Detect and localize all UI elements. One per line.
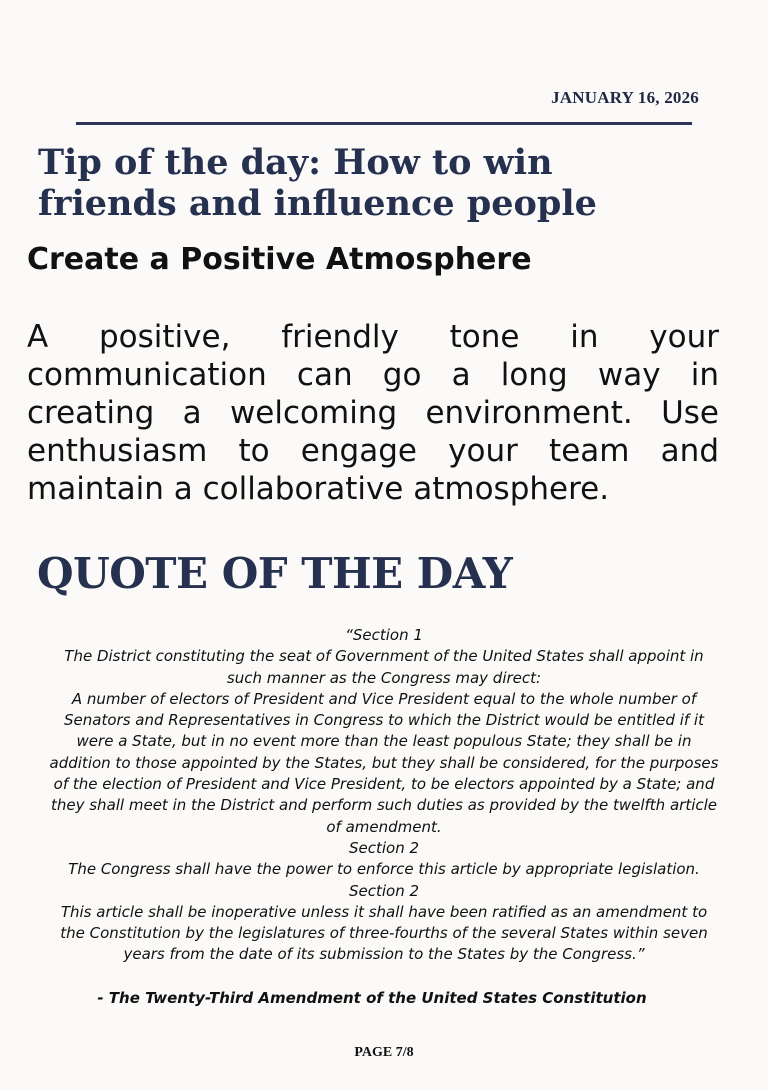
quote-heading: QUOTE OF THE DAY — [37, 549, 513, 598]
tip-title: Tip of the day: How to win friends and influence people — [38, 142, 597, 224]
quote-line: “Section 1 — [345, 626, 423, 644]
tip-body: A positive, friendly tone in your communication can go a long way in creating a welcoming environment. Use enthusiasm to engage your team and maintain a collaborative atmosphere. — [27, 319, 719, 507]
quote-line: Section 2 — [348, 838, 420, 857]
header-divider — [76, 122, 692, 125]
quote-line: This article shall be inoperative unless it shall have been ratified as an amendment to the Constitution by the legislatures of three-fourths of the several States within seven years from the date of its submission to the States by the Congress.” — [60, 902, 708, 964]
tip-subtitle: Create a Positive Atmosphere — [27, 242, 532, 277]
quote-attribution: - The Twenty-Third Amendment of the United States Constitution — [97, 989, 647, 1007]
page-number: PAGE 7/8 — [354, 1045, 414, 1060]
quote-line: A number of electors of President and Vice President equal to the whole number of Senators and Representatives in Congress to which the District would be entitled if it were a State, but in no event more than the least populous State; they shall be in addition to those appointed by the States, but they shall be considered, for the purposes of the election of President and Vice President, to be electors appointed by a State; and they shall meet in the District and perform such duties as provided by the twelfth article of amendment. — [49, 689, 719, 836]
quote-line: The District constituting the seat of Government of the United States shall appoint in such manner as the Congress may direct: — [64, 647, 704, 687]
quote-text — [48, 625, 720, 966]
quote-line: Section 2 — [348, 881, 420, 900]
quote-line: The Congress shall have the power to enforce this article by appropriate legislation. — [68, 860, 700, 879]
date-label: JANUARY 16, 2026 — [551, 88, 699, 107]
